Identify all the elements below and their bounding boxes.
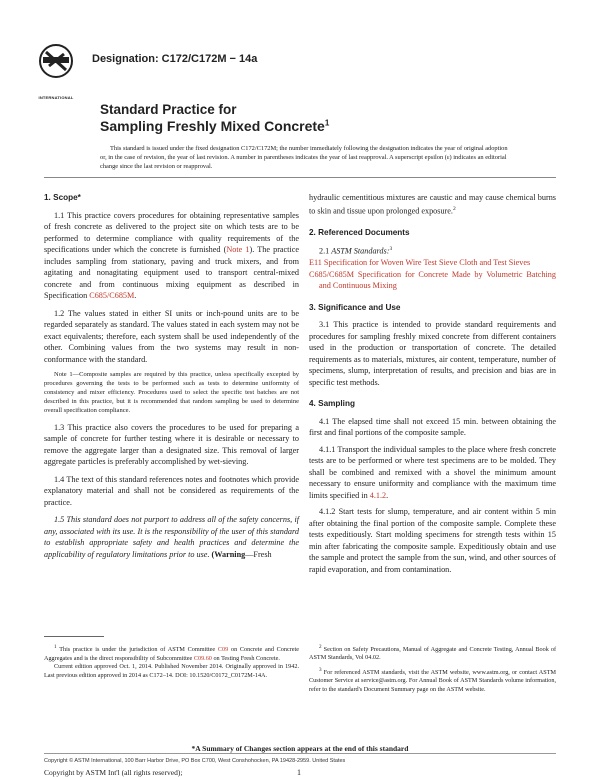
paragraph-1-5: 1.5 This standard does not purport to address all of the safety concerns, if any, associated with its use. It is the responsibility of the user of this standard to establish appropriate safety and health practices and determine the applicability of regulatory limitations prior to use. (Warning—Fresh [44,515,299,559]
paragraph-4-1-2: 4.1.2 Start tests for slump, temperature, and air content within 5 min after obtaining the final portion of the composite sample. Complete these tests expeditiously. Start molding specimens for strength tests within 15 min after fabricating the composite sample. Expeditiously obtain and use the sample and protect the sample from the sun, wind, and other sources of rapid evaporation, and from contamination. [309,507,556,574]
title-line-1: Standard Practice for [100,102,237,117]
logo-text: INTERNATIONAL [38,95,74,100]
scope-heading: 1. Scope* [44,193,81,202]
paragraph-3-1: 3.1 This practice is intended to provide standard requirements and procedures for sampling freshly mixed concrete from different containers used in the production or transportation of concrete. The detailed requirements as to materials, mixtures, air content, temperature, number of specimens, slump, interpretation of results, and precision and bias are in specific test methods. [309,320,556,387]
paragraph-4-1-1: 4.1.1 Transport the individual samples to the place where fresh concrete tests are to be performed or where test specimens are to be molded. They shall be combined and remixed with a shovel the minimum amount necessary to ensure uniformity and compliance with the maximum time limits specified in 4.1.2. [309,444,556,500]
footnote-2: $^2$ Section on Safety Precautions, Manual of Aggregate and Concrete Testing, Annual Book of ASTM Standards, Vol 04.02. [309,643,557,662]
footnotes-right [309,636,556,694]
title-line-2: Sampling Freshly Mixed Concrete$^1$ [100,118,330,134]
sampling-heading: 4. Sampling [309,399,355,409]
footnote-1-edition: Current edition approved Oct. 1, 2014. Published November 2014. Originally approved in 1942. Last previous edition approved in 2014 as C172–14. DOI: 10.1520/C0172_C0172M-14A. [44,663,299,679]
paragraph-1-2: 1.2 The values stated in either SI units or inch-pound units are to be regarded separately as standard. The values stated in each system may not be exact equivalents; therefore, each system shall be used independently of the other. Combining values from the two systems may result in non-conformance with the standard. [44,308,299,364]
footnotes-left [44,636,299,680]
left-column [44,192,299,560]
summary-of-changes-note: *A Summary of Changes section appears at the end of this standard [191,744,409,753]
footer-divider [44,753,556,754]
divider [44,177,556,178]
ref-e11-link[interactable]: E11 Specification for Woven Wire Test Sieve Cloth and Test Sieves [309,258,531,268]
footnote-rule [44,636,104,637]
c09-link[interactable]: C09 [217,646,229,654]
note-1: Note 1—Composite samples are required by this practice, unless specifically excepted by procedures governing the tests to be performed such as tests to determine uniformity of consistency and mixer efficiency. Procedures used to select the specific test batches are not described in this practice, but it is recommended that random sampling be used to determine overall specification compliance. [44,371,299,414]
footnote-3: $^3$ For referenced ASTM standards, visit the ASTM website, www.astm.org, or contact ASTM Customer Service at service@astm.org. For Annual Book of ASTM Standards volume information, refer to the standard's Document Summary page on the ASTM website. [309,666,556,693]
astm-logo [37,42,75,100]
note-1-link[interactable]: Note 1 [226,245,250,254]
paragraph-4-1: 4.1 The elapsed time shall not exceed 15 min. between obtaining the first and final portions of the composite sample. [309,416,556,438]
paragraph-1-1: 1.1 This practice covers procedures for obtaining representative samples of fresh concrete as delivered to the project site on which tests are to be performed to determine compliance with quality requirements of the specifications under which the concrete is furnished (Note 1). The practice includes sampling from stationary, paving and truck mixers, and from agitating and nonagitating equipment used to transport central-mixed concrete and from continuous mixing equipment as described in Specification C685/C685M. [44,210,300,300]
page-number: 1 [297,768,301,777]
footnote-1: $^1$ This practice is under the jurisdiction of ASTM Committee C09 on Concrete and Concrete Aggregates and is the direct responsibility of Subcommittee C09.60 on Testing Fresh Concrete. [44,644,299,662]
right-column [309,192,556,575]
copyright-line: Copyright by ASTM Int'l (all rights reserved); [44,768,183,777]
copyright-address: Copyright © ASTM International, 100 Barr Harbor Drive, PO Box C700, West Conshohocken, PA 19428-2959. United States [44,758,346,764]
astm-standards-label: 2.1 ASTM Standards:$^3$ [319,246,393,256]
ref-c685-link[interactable]: C685/C685M Specification for Concrete Made by Volumetric Batching and Continuous Mixing [309,269,556,291]
refdocs-heading: 2. Referenced Documents [309,227,410,237]
issue-note: This standard is issued under the fixed designation C172/C172M; the number immediately following the designation indicates the year of original adoption or, in the case of revision, the year of last revision. A number in parentheses indicates the year of last reapproval. A superscript epsilon (ε) indicates an editorial change since the last revision or reapproval. [100,145,508,171]
paragraph-1-4: 1.4 The text of this standard references notes and footnotes which provide explanatory material and shall not be considered as requirements of the practice. [44,474,299,507]
significance-heading: 3. Significance and Use [309,302,401,312]
c0960-link[interactable]: C09.60 [193,654,212,662]
paragraph-1-3: 1.3 This practice also covers the procedures to be used for preparing a sample of concrete for further testing where it is desirable or necessary to remove the aggregate larger than a designated size. This removal of larger aggregate particles is preferably accomplished by wet-sieving. [44,422,299,467]
designation: Designation: C172/C172M − 14a [92,53,258,65]
c685-link[interactable]: C685/C685M [89,291,135,300]
section-4-1-2-link[interactable]: 4.1.2 [369,490,387,500]
paragraph-1-5-cont: hydraulic cementitious mixtures are caustic and may cause chemical burns to skin and tissue upon prolonged exposure.$^2$ [309,193,556,216]
